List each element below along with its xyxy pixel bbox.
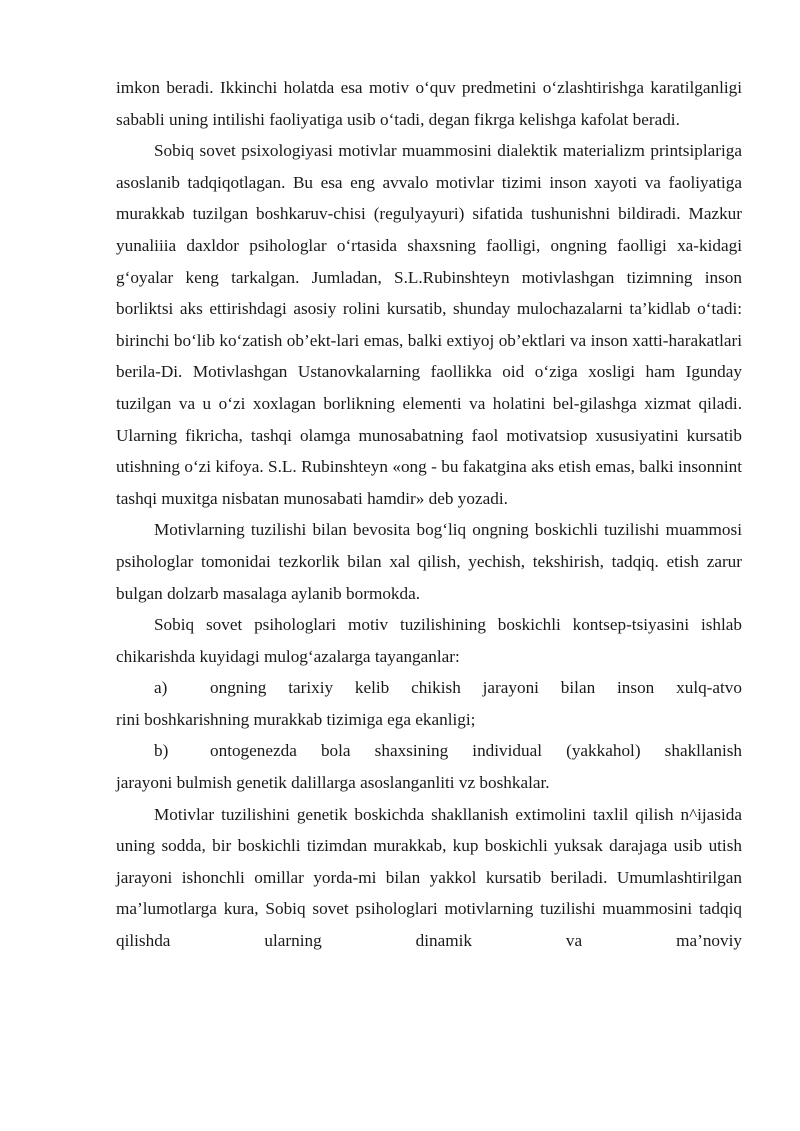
paragraph-consciousness-structure: Motivlarning tuzilishi bilan bevosita bog‘liq ongning boskichli tuzilishi muammosi psihologlar tomonidai tezkorlik bilan xal qilish, yechish, tekshirish, tadqiq. etish zarur bulgan dolzarb masalaga aylanib bormokda. xyxy=(116,520,742,603)
list-item-b xyxy=(116,735,742,798)
paragraph-motives-dialectics: Sobiq sovet psixologiyasi motivlar muammosini dialektik materializm printsiplariga asoslanib tadqiqotlagan. Bu esa eng avvalo motivlar tizimi inson xayoti va faoliyatiga murakkab tuzilgan boshkaruv-chisi (regulyayuri) sifatida tushunishni bildiradi. Mazkur yunaliiia daxldor psihologlar o‘rtasida shaxsning faolligi, ongning faolligi xa-kidagi g‘oyalar keng tarkalgan. Jumladan, S.L.Rubinshteyn motivlashgan tizimning inson borliktsi aks ettirishdagi asosiy rolini kursatib, shunday mulochazalarni ta’kidlab o‘tadi: birinchi bo‘lib ko‘zatish ob’ekt-lari emas, balki extiyoj ob’ektlari va inson xatti-harakatlari berila-Di. Motivlashgan Ustanovkalarning faollikka oid o‘ziga xosligi ham Igunday tuzilgan va u o‘zi xoxlagan borlikning elementi va holatini bel-gilashga xizmat qiladi. Ularning fikricha, tashqi olamga munosabatning faol motivatsiop xususiyatini kursatib utishning o‘zi kifoya. S.L. Rubinshteyn «ong - bu fakatgina aks etish emas, balki insonnint tashqi muxitga nisbatan munosabati hamdir» deb yozadi. xyxy=(116,141,742,508)
document-page xyxy=(116,72,742,957)
paragraph-continuation: imkon beradi. Ikkinchi holatda esa motiv o‘quv predmetini o‘zlashtirishga karatilganligi sababli uning intilishi faoliyatiga usib o‘tadi, degan fikrga kelishga kafolat beradi. xyxy=(116,78,742,129)
list-marker: b) xyxy=(154,741,169,761)
list-marker: a) xyxy=(154,678,168,698)
list-item-a xyxy=(116,672,742,735)
paragraph-genetic-stage: Motivlar tuzilishini genetik boskichda shakllanish extimolini taxlil qilish n^ijasida uning sodda, bir boskichli tizimdan murakkab, kup boskichli yuksak darajaga usib utish jarayoni ishonchli omillar yorda-mi bilan yakkol kursatib beriladi. Umumlashtirilgan ma’lumotlarga kura, Sobiq sovet psihologlari motivlarning tuzilishi muammosini tadqiq qilishda ularning dinamik va ma’noviy xyxy=(116,804,742,951)
list-item-continuation: jarayoni bulmish genetik dalillarga asoslanganliti vz boshkalar. xyxy=(116,773,550,793)
paragraph-concept-basis: Sobiq sovet psihologlari motiv tuzilishining boskichli kontsep-tsiyasini ishlab chikarishda kuyidagi mulog‘azalarga tayanganlar: xyxy=(116,615,742,666)
list-item-continuation: rini boshkarishning murakkab tizimiga ega ekanligi; xyxy=(116,709,476,729)
list-item-text: ontogenezda bola shaxsining individual (yakkahol) shakllanish xyxy=(210,741,742,761)
list-item-text: ongning tarixiy kelib chikish jarayoni bilan inson xulq-atvo xyxy=(210,678,742,698)
